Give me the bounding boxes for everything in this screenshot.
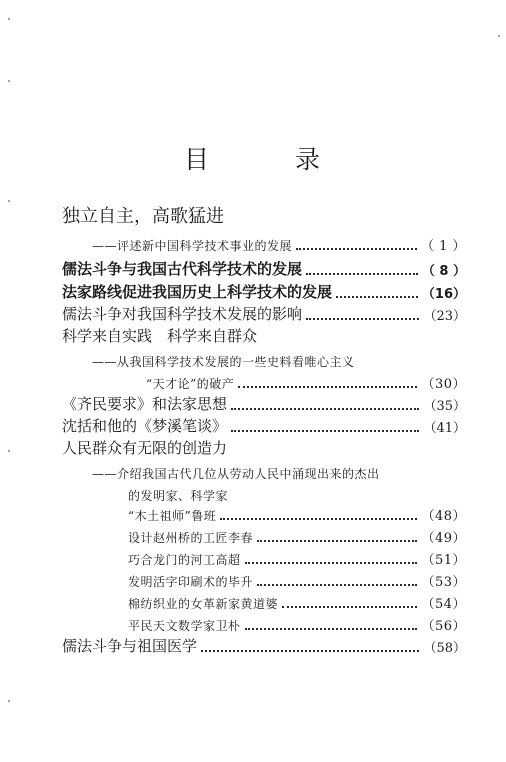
toc-page-number: （53） bbox=[421, 575, 466, 590]
toc-subtitle-text: ——介绍我国古代几位从劳动人民中涌现出来的杰出 bbox=[92, 467, 380, 481]
dot-leader bbox=[231, 408, 419, 410]
toc-entry[interactable] bbox=[62, 412, 466, 436]
toc-heading-text: 科学来自实践 科学来自群众 bbox=[62, 327, 258, 345]
toc-page-number: （56） bbox=[421, 619, 466, 634]
margin-dot bbox=[8, 450, 10, 452]
toc-entry[interactable] bbox=[128, 566, 466, 590]
toc-heading-text: 独立自主，高歌猛进 bbox=[62, 206, 224, 227]
toc-entry[interactable] bbox=[128, 522, 466, 546]
toc-entry-text: 巧合龙门的河工高超 bbox=[128, 553, 241, 567]
toc-entry-text: 《齐民要求》和法家思想 bbox=[62, 395, 228, 413]
dot-leader bbox=[238, 386, 417, 388]
toc-entry-text: “木土祖师”鲁班 bbox=[128, 509, 217, 523]
toc-page-number: （48） bbox=[421, 509, 466, 524]
toc-entry[interactable] bbox=[146, 368, 466, 392]
margin-dot bbox=[8, 200, 10, 202]
toc-page-number: （54） bbox=[421, 597, 466, 612]
toc-page-number: （49） bbox=[421, 531, 466, 546]
toc-entry-text: 设计赵州桥的工匠李春 bbox=[128, 531, 254, 545]
toc-entry[interactable] bbox=[128, 588, 466, 612]
toc-entry[interactable] bbox=[62, 390, 466, 414]
dot-leader bbox=[282, 606, 417, 608]
toc-entry-text: 平民天文数学家卫朴 bbox=[128, 619, 241, 633]
dot-leader bbox=[306, 273, 418, 275]
margin-dot bbox=[8, 80, 10, 82]
margin-dot bbox=[498, 35, 500, 37]
toc-entry[interactable] bbox=[128, 610, 466, 634]
toc-entry[interactable] bbox=[92, 230, 466, 254]
toc-heading bbox=[62, 322, 446, 346]
dot-leader bbox=[306, 318, 419, 320]
dot-leader bbox=[296, 248, 417, 250]
toc-entry-text: 儒法斗争与我国古代科学技术的发展 bbox=[62, 260, 303, 278]
title-char-left: 目 bbox=[183, 145, 211, 174]
toc-heading bbox=[62, 204, 446, 228]
toc-page-number: （23） bbox=[423, 309, 466, 324]
toc-entry-text: 沈括和他的《梦溪笔谈》 bbox=[62, 417, 228, 435]
toc-page-number: （16） bbox=[421, 287, 466, 302]
toc-heading-text: 人民群众有无限的创造力 bbox=[62, 439, 228, 457]
toc-page-number: （35） bbox=[423, 399, 466, 414]
title-char-right: 录 bbox=[295, 145, 323, 174]
margin-dot bbox=[8, 700, 10, 702]
toc-entry[interactable] bbox=[62, 255, 466, 279]
dot-leader bbox=[220, 518, 417, 520]
toc-page-number: （30） bbox=[421, 377, 466, 392]
margin-dot bbox=[8, 18, 10, 20]
page-title bbox=[0, 140, 506, 176]
toc-entry-text: 儒法斗争对我国科学技术发展的影响 bbox=[62, 305, 303, 323]
toc-subtitle bbox=[92, 458, 466, 482]
toc-entry-text: 儒法斗争与祖国医学 bbox=[62, 637, 198, 655]
toc-page-number: （41） bbox=[423, 421, 466, 436]
dot-leader bbox=[336, 296, 418, 298]
toc-page-number: （ 8 ） bbox=[421, 264, 466, 279]
toc-entry-text: “天才论”的破产 bbox=[146, 377, 235, 391]
toc-entry[interactable] bbox=[62, 278, 466, 302]
toc-entry[interactable] bbox=[128, 500, 466, 524]
dot-leader bbox=[245, 562, 418, 564]
toc-entry-text: ——评述新中国科学技术事业的发展 bbox=[92, 239, 293, 253]
toc-subtitle-text: 的发明家、科学家 bbox=[128, 489, 229, 503]
dot-leader bbox=[201, 650, 419, 652]
toc-subtitle-text: ——从我国科学技术发展的一些史料看唯心主义 bbox=[92, 355, 355, 369]
toc-page-number: （58） bbox=[423, 641, 466, 656]
dot-leader bbox=[231, 430, 419, 432]
toc-entry[interactable] bbox=[62, 300, 466, 324]
toc-entry-text: 棉纺织业的女革新家黄道婆 bbox=[128, 597, 279, 611]
toc-entry[interactable] bbox=[128, 544, 466, 568]
toc-entry-text: 发明活字印刷术的毕升 bbox=[128, 575, 254, 589]
toc-subtitle bbox=[92, 346, 466, 370]
dot-leader bbox=[257, 540, 417, 542]
dot-leader bbox=[245, 628, 418, 630]
dot-leader bbox=[257, 584, 417, 586]
toc-entry-text: 法家路线促进我国历史上科学技术的发展 bbox=[62, 283, 333, 301]
toc-page-number: （51） bbox=[421, 553, 466, 568]
toc-heading bbox=[62, 434, 446, 458]
toc-page-number: （ 1 ） bbox=[420, 239, 466, 254]
toc-entry[interactable] bbox=[62, 632, 466, 656]
